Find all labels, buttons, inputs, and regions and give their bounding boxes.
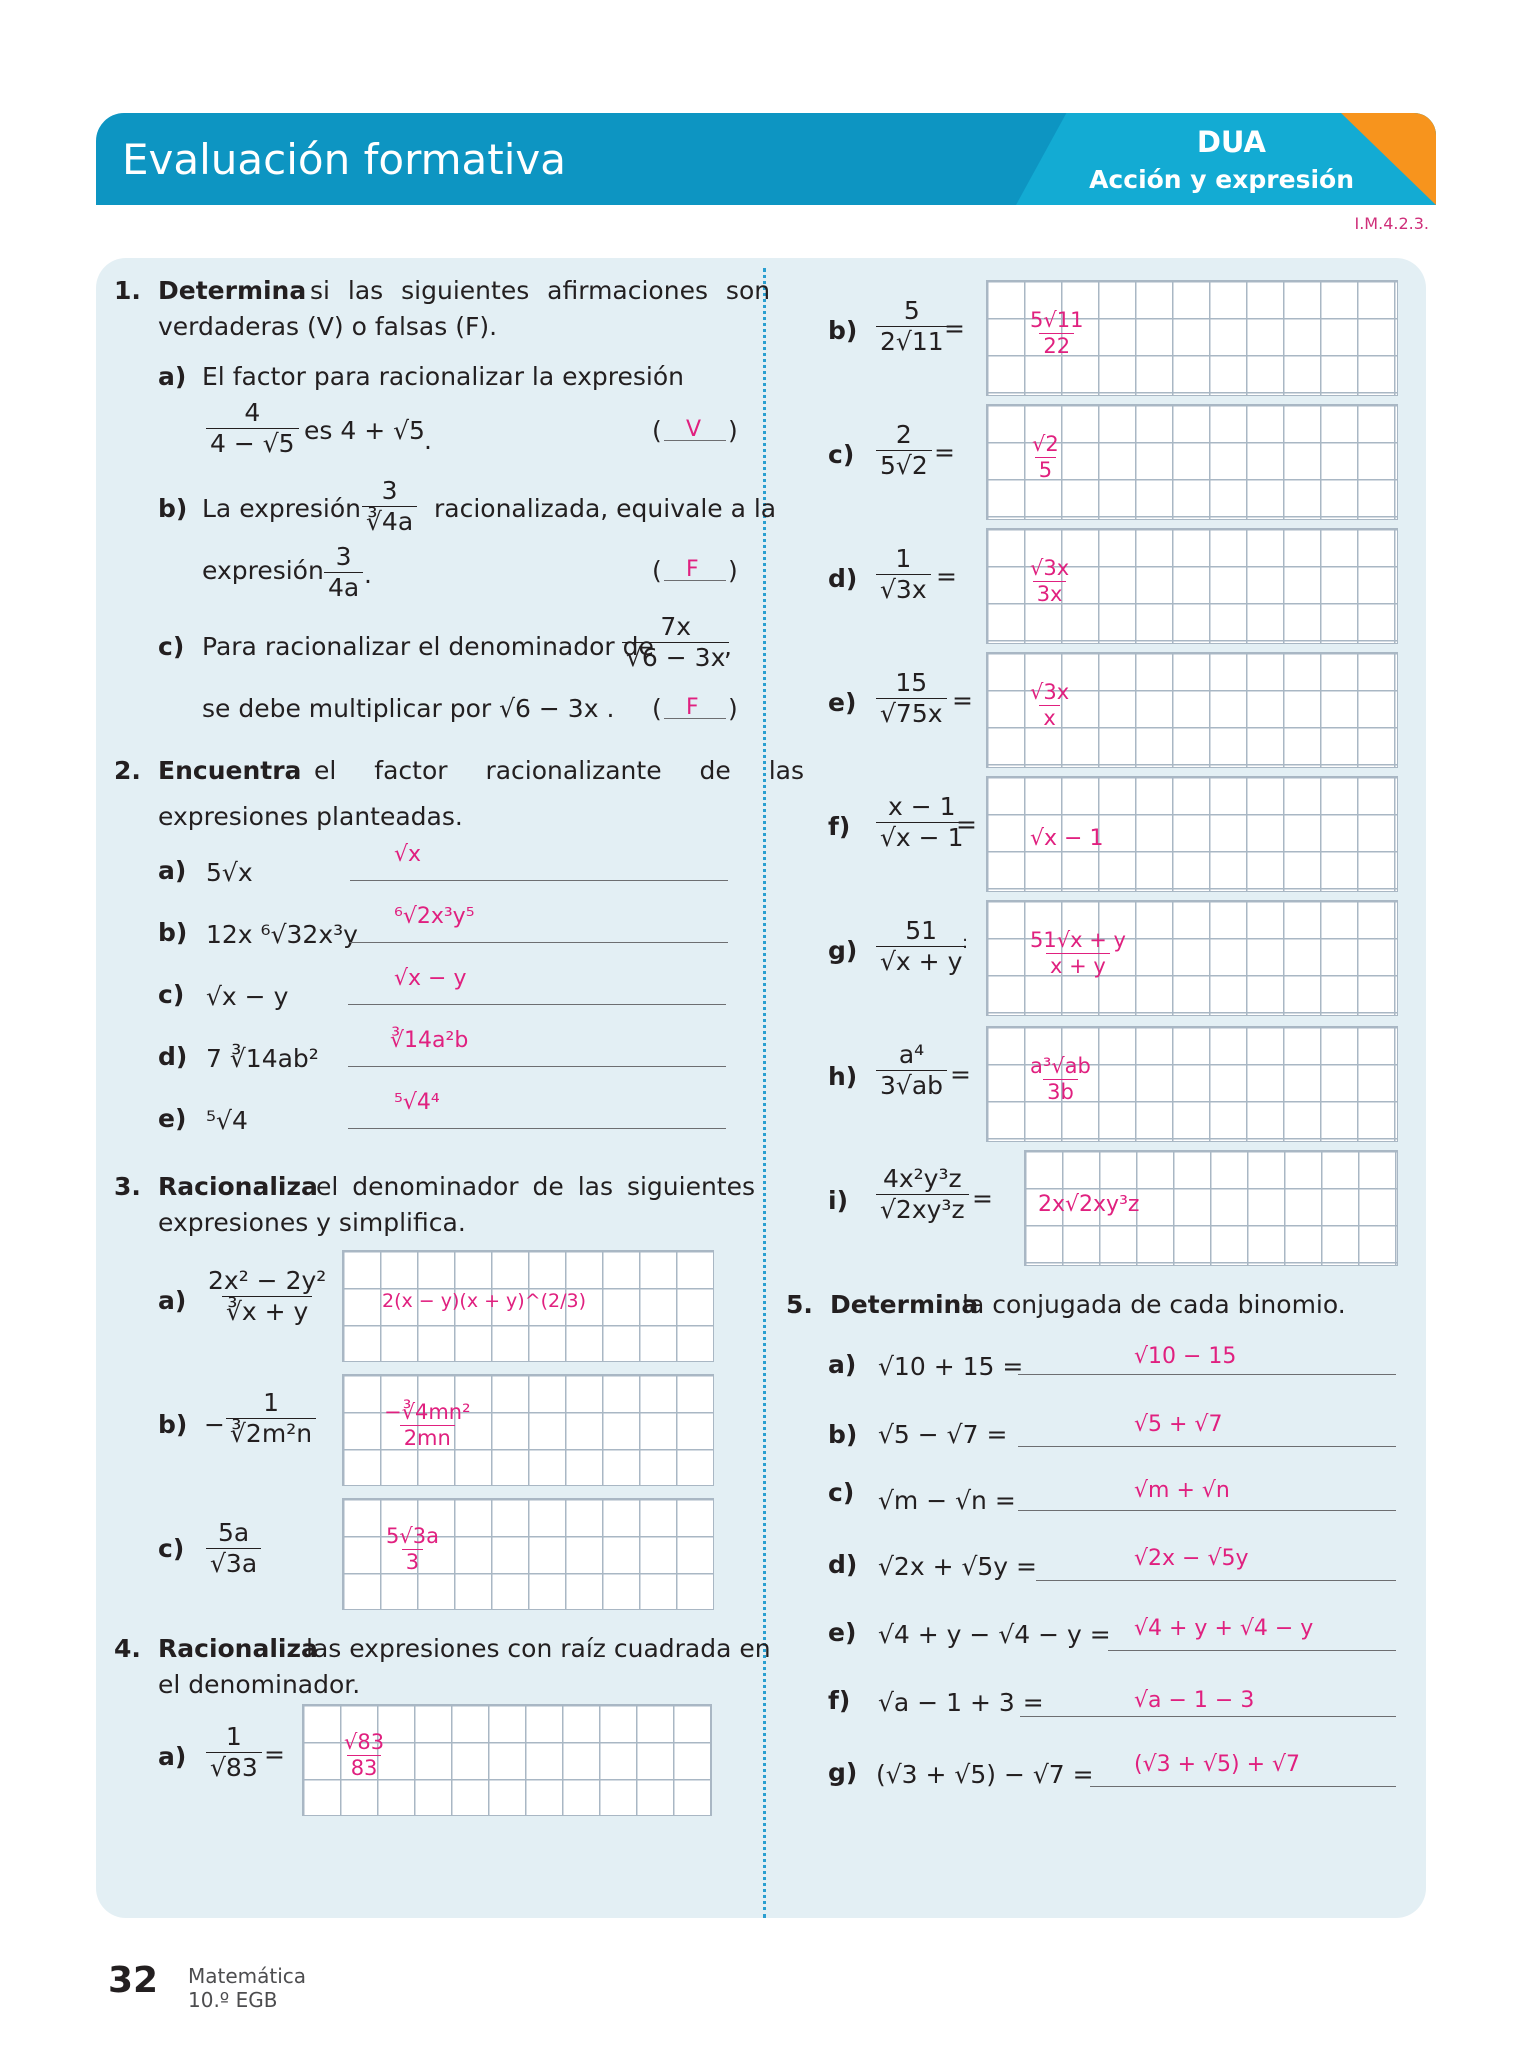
q1-b-dot: .	[364, 560, 372, 589]
q3-verb: Racionaliza	[158, 1172, 318, 1201]
q5-e-answer: √4 + y + √4 − y	[1134, 1616, 1314, 1641]
q4-a-answer-denominator: 83	[347, 1755, 382, 1781]
q2-prompt: el factor racionalizante de las	[314, 756, 805, 785]
q4-d-numerator: 1	[895, 544, 912, 573]
q2-b-answer-line	[350, 942, 728, 943]
q1-prompt-2: verdaderas (V) o falsas (F).	[158, 312, 498, 341]
q4-h-label: h)	[828, 1062, 858, 1091]
q2-d-label: d)	[158, 1042, 188, 1071]
q5-f-answer: √a − 1 − 3	[1134, 1688, 1255, 1713]
q4-a-answer-numerator: √83	[344, 1730, 385, 1754]
q3-b-answer	[380, 1400, 475, 1451]
q4-g-answer-numerator: 51√x + y	[1030, 928, 1126, 952]
q1-b-numerator: 3	[381, 476, 398, 505]
q4-d-denominator: √3x	[876, 574, 931, 605]
q4-f-label: f)	[828, 812, 851, 841]
q3-number: 3.	[114, 1172, 141, 1201]
q4-prompt: las expresiones con raíz cuadrada en	[306, 1634, 771, 1663]
q1-b-answer: F	[686, 557, 699, 582]
q4-g-answer-denominator: x + y	[1046, 953, 1110, 979]
q1-c-text: Para racionalizar el denominador de	[202, 632, 654, 661]
q4-verb: Racionaliza	[158, 1634, 318, 1663]
q4-f-equals: =	[956, 810, 977, 839]
q1-a-text: El factor para racionalizar la expresión	[202, 362, 684, 391]
q4-c-equals: =	[934, 438, 955, 467]
q3-a-answer: 2(x − y)(x + y)^(2/3)	[382, 1290, 587, 1312]
q4-g-colon: :	[962, 932, 969, 953]
q3-b-fraction	[226, 1388, 316, 1449]
q3-prompt: el denominador de las siguientes	[316, 1172, 756, 1201]
q1-b-fraction-2	[324, 542, 363, 603]
q4-c-numerator: 2	[895, 420, 912, 449]
q4-i-numerator: 4x²y³z	[882, 1164, 962, 1193]
q5-d-label: d)	[828, 1550, 858, 1579]
q4-d-label: d)	[828, 564, 858, 593]
q5-b-expression: √5 − √7 =	[878, 1420, 1008, 1449]
q2-b-expression: 12x ⁶√32x³y	[206, 920, 358, 949]
q5-a-answer-line	[1018, 1374, 1396, 1375]
q5-d-answer-line	[1036, 1580, 1396, 1581]
q4-h-numerator: a⁴	[898, 1040, 925, 1069]
q4-h-answer	[1026, 1054, 1095, 1105]
q4-e-denominator: √75x	[876, 698, 947, 729]
q4-d-answer	[1026, 556, 1073, 607]
q1-a-factor: es 4 + √5	[304, 416, 425, 445]
q2-c-answer-line	[348, 1004, 726, 1005]
q4-b-numerator: 5	[903, 296, 920, 325]
q1-a-numerator: 4	[244, 398, 261, 427]
q1-prompt: si las siguientes afirmaciones son	[310, 276, 771, 305]
page-number: 32	[108, 1960, 159, 2001]
q4-d-answer-numerator: √3x	[1030, 556, 1070, 580]
q5-f-expression: √a − 1 + 3 =	[878, 1688, 1044, 1717]
q4-h-denominator: 3√ab	[876, 1070, 947, 1101]
q5-f-answer-line	[1020, 1716, 1396, 1717]
q4-f-denominator: √x − 1	[876, 822, 967, 853]
q3-a-label: a)	[158, 1286, 187, 1315]
q4-b-answer	[1026, 308, 1087, 359]
dua-label: DUA	[1196, 125, 1266, 159]
q2-a-label: a)	[158, 856, 187, 885]
q1-a-label: a)	[158, 362, 187, 391]
q4-c-fraction	[876, 420, 932, 481]
q4-i-answer: 2x√2xy³z	[1038, 1192, 1140, 1217]
q5-e-expression: √4 + y − √4 − y =	[878, 1620, 1111, 1649]
q1-b-text-3: expresión	[202, 556, 324, 585]
q3-c-answer-denominator: 3	[402, 1549, 423, 1575]
q1-c-denominator: √6 − 3x	[622, 642, 729, 673]
q1-b2-denominator: 4a	[324, 572, 363, 603]
q4-h-fraction	[876, 1040, 947, 1101]
q3-a-numerator: 2x² − 2y²	[208, 1266, 327, 1295]
footer-grade: 10.º EGB	[188, 1988, 278, 2012]
q4-b-answer-denominator: 22	[1039, 333, 1074, 359]
q4-a-label: a)	[158, 1742, 187, 1771]
q2-c-label: c)	[158, 980, 185, 1009]
q5-prompt: la conjugada de cada binomio.	[962, 1290, 1346, 1319]
q3-c-label: c)	[158, 1534, 185, 1563]
footer-subject: Matemática	[188, 1964, 307, 1988]
q5-g-answer-line	[1090, 1786, 1396, 1787]
q4-c-label: c)	[828, 440, 855, 469]
q1-verb: Determina	[158, 276, 307, 305]
q5-g-answer: (√3 + √5) + √7	[1134, 1752, 1301, 1777]
q2-a-expression: 5√x	[206, 858, 253, 887]
q2-d-answer-line	[348, 1066, 726, 1067]
q5-d-answer: √2x − √5y	[1134, 1546, 1249, 1571]
q4-prompt-2: el denominador.	[158, 1670, 361, 1699]
q3-c-answer-numerator: 5√3a	[386, 1524, 439, 1548]
q4-number: 4.	[114, 1634, 141, 1663]
q1-c-numerator: 7x	[660, 612, 692, 641]
q2-e-answer-line	[348, 1128, 726, 1129]
q1-b-denominator: ∛4a	[362, 506, 417, 537]
q4-a-fraction	[206, 1722, 262, 1783]
q4-g-numerator: 51	[905, 916, 938, 945]
q5-b-answer: √5 + √7	[1134, 1412, 1223, 1437]
q4-i-equals: =	[972, 1184, 993, 1213]
q4-a-answer	[340, 1730, 388, 1781]
q2-c-answer: √x − y	[394, 966, 467, 991]
q3-prompt-2: expresiones y simplifica.	[158, 1208, 466, 1237]
q4-i-denominator: √2xy³z	[876, 1194, 969, 1225]
q1-c-comma: ,	[724, 632, 732, 661]
q2-b-answer: ⁶√2x³y⁵	[394, 904, 475, 929]
q1-a-dot: .	[424, 426, 432, 455]
q1-c-label: c)	[158, 632, 185, 661]
q4-b-equals: =	[944, 314, 965, 343]
q1-b-text-2: racionalizada, equivale a la	[434, 494, 777, 523]
q2-c-expression: √x − y	[206, 982, 289, 1011]
q1-a-denominator: 4 − √5	[206, 428, 299, 459]
q4-d-fraction	[876, 544, 931, 605]
q1-a-paren-right: )	[728, 416, 738, 445]
q3-b-answer-denominator: 2mn	[400, 1425, 455, 1451]
q1-b-fraction	[362, 476, 417, 537]
q4-g-fraction	[876, 916, 969, 977]
q4-h-answer-denominator: 3b	[1043, 1079, 1078, 1105]
q2-e-expression: ⁵√4	[206, 1106, 248, 1135]
q1-c-fraction	[622, 612, 729, 673]
q4-c-answer-denominator: 5	[1035, 457, 1056, 483]
q4-f-answer: √x − 1	[1030, 826, 1104, 851]
q3-b-sign: −	[204, 1410, 225, 1439]
q4-i-label: i)	[828, 1186, 848, 1215]
q4-i-fraction	[876, 1164, 969, 1225]
q5-a-expression: √10 + 15 =	[878, 1352, 1024, 1381]
q1-c-paren-left: (	[652, 694, 662, 723]
q3-a-denominator: ∛x + y	[222, 1296, 312, 1327]
q4-d-answer-denominator: 3x	[1033, 581, 1067, 607]
q5-a-answer: √10 − 15	[1134, 1344, 1237, 1369]
q3-b-label: b)	[158, 1410, 188, 1439]
q3-c-denominator: √3a	[206, 1548, 261, 1579]
q5-a-label: a)	[828, 1350, 857, 1379]
q4-c-answer	[1028, 432, 1063, 483]
q2-d-answer: ∛14a²b	[390, 1028, 469, 1053]
q1-b-text: La expresión	[202, 494, 362, 523]
q1-a-answer: V	[686, 417, 702, 442]
q5-b-label: b)	[828, 1420, 858, 1449]
q5-c-expression: √m − √n =	[878, 1486, 1016, 1515]
q1-b-paren-right: )	[728, 556, 738, 585]
q3-c-numerator: 5a	[217, 1518, 250, 1547]
q1-c-text-2: se debe multiplicar por √6 − 3x .	[202, 694, 615, 723]
q4-e-numerator: 15	[895, 668, 928, 697]
q4-c-answer-numerator: √2	[1032, 432, 1059, 456]
q5-g-label: g)	[828, 1758, 858, 1787]
q3-c-answer	[382, 1524, 443, 1575]
q4-f-fraction	[876, 792, 967, 853]
header-banner	[96, 113, 1436, 205]
q4-h-equals: =	[950, 1060, 971, 1089]
q4-a-equals: =	[264, 1740, 285, 1769]
q2-d-expression: 7 ∛14ab²	[206, 1044, 319, 1073]
q5-g-expression: (√3 + √5) − √7 =	[876, 1760, 1094, 1789]
q5-c-label: c)	[828, 1478, 855, 1507]
q4-e-answer-denominator: x	[1039, 705, 1059, 731]
q4-g-answer	[1026, 928, 1130, 979]
q5-e-answer-line	[1108, 1650, 1396, 1651]
q3-c-fraction	[206, 1518, 261, 1579]
q4-b-answer-numerator: 5√11	[1030, 308, 1084, 332]
q1-c-paren-right: )	[728, 694, 738, 723]
q4-b-denominator: 2√11	[876, 326, 948, 357]
q4-e-answer	[1026, 680, 1073, 731]
indicator-code: I.M.4.2.3.	[1354, 214, 1429, 233]
q4-e-equals: =	[952, 686, 973, 715]
q5-verb: Determina	[830, 1290, 979, 1319]
q2-number: 2.	[114, 756, 141, 785]
q4-b-label: b)	[828, 316, 858, 345]
q3-b-answer-numerator: −∛4mn²	[384, 1400, 471, 1424]
q4-b-fraction	[876, 296, 948, 357]
q4-a-denominator: √83	[206, 1752, 262, 1783]
q2-verb: Encuentra	[158, 756, 302, 785]
q4-a-numerator: 1	[225, 1722, 242, 1751]
q3-b-denominator: ∛2m²n	[226, 1418, 316, 1449]
q4-f-numerator: x − 1	[887, 792, 956, 821]
q4-g-label: g)	[828, 936, 858, 965]
q4-d-equals: =	[936, 562, 957, 591]
q5-d-expression: √2x + √5y =	[878, 1552, 1037, 1581]
q2-b-label: b)	[158, 918, 188, 947]
q4-e-fraction	[876, 668, 947, 729]
q5-c-answer-line	[1018, 1510, 1396, 1511]
q3-a-fraction	[204, 1266, 330, 1327]
page-title: Evaluación formativa	[122, 135, 566, 184]
q1-number: 1.	[114, 276, 141, 305]
q1-c-answer: F	[686, 695, 699, 720]
q5-c-answer: √m + √n	[1134, 1478, 1230, 1503]
q4-e-answer-numerator: √3x	[1030, 680, 1070, 704]
q5-f-label: f)	[828, 1686, 851, 1715]
q5-e-label: e)	[828, 1618, 857, 1647]
q3-b-numerator: 1	[263, 1388, 279, 1417]
q4-g-denominator: √x + y	[876, 946, 966, 977]
q1-a-paren-left: (	[652, 416, 662, 445]
q2-e-answer: ⁵√4⁴	[394, 1090, 440, 1115]
q2-a-answer: √x	[394, 842, 422, 867]
q4-c-denominator: 5√2	[876, 450, 932, 481]
q1-b-paren-left: (	[652, 556, 662, 585]
q1-b-label: b)	[158, 494, 188, 523]
q2-a-answer-line	[350, 880, 728, 881]
q2-e-label: e)	[158, 1104, 187, 1133]
q1-b2-numerator: 3	[335, 542, 352, 571]
dua-subtitle: Acción y expresión	[1089, 165, 1354, 194]
q1-a-fraction	[206, 398, 299, 459]
q2-prompt-2: expresiones planteadas.	[158, 802, 463, 831]
q4-h-answer-numerator: a³√ab	[1030, 1054, 1091, 1078]
q5-number: 5.	[786, 1290, 813, 1319]
q5-b-answer-line	[1018, 1446, 1396, 1447]
q4-e-label: e)	[828, 688, 857, 717]
